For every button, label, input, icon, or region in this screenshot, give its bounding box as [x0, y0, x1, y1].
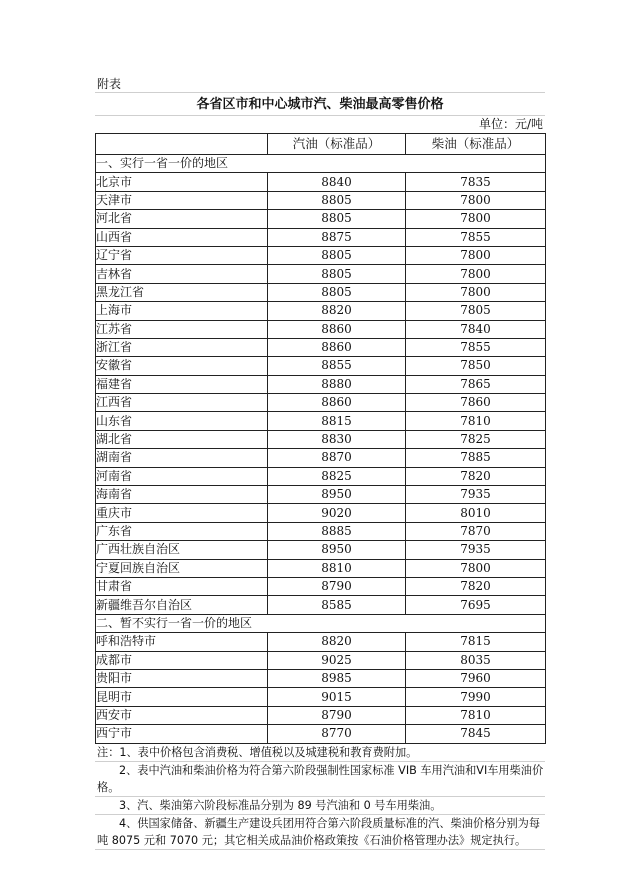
region-name-cell: 重庆市: [96, 504, 268, 522]
table-row: [96, 191, 546, 209]
gasoline-price-cell: 8790: [268, 706, 406, 724]
page-title: 各省区市和中心城市汽、柴油最高零售价格: [95, 93, 545, 116]
gasoline-price-cell: 8950: [268, 541, 406, 559]
gasoline-price-cell: 8820: [268, 633, 406, 651]
table-row: [96, 430, 546, 448]
region-name-cell: 成都市: [96, 651, 268, 669]
section-heading-row: [96, 155, 546, 173]
region-name-cell: 广东省: [96, 522, 268, 540]
diesel-price-cell: 7810: [406, 706, 546, 724]
diesel-price-cell: 7820: [406, 577, 546, 595]
table-row: [96, 633, 546, 651]
unit-label: 单位：元/吨: [478, 117, 543, 131]
gasoline-price-cell: 8860: [268, 394, 406, 412]
diesel-price-cell: 7935: [406, 486, 546, 504]
diesel-price-cell: 7850: [406, 357, 546, 375]
note-1: 注：1、表中价格包含消费税、增值税以及城建税和教育费附加。: [95, 744, 545, 762]
gasoline-price-cell: 8875: [268, 228, 406, 246]
gasoline-price-cell: 8830: [268, 430, 406, 448]
diesel-price-cell: 7885: [406, 449, 546, 467]
diesel-price-cell: 7870: [406, 522, 546, 540]
section-heading: 二、暂不实行一省一价的地区: [96, 614, 546, 632]
gasoline-price-cell: 9025: [268, 651, 406, 669]
table-row: [96, 725, 546, 743]
table-row: [96, 522, 546, 540]
gasoline-price-cell: 8860: [268, 320, 406, 338]
region-name-cell: 宁夏回族自治区: [96, 559, 268, 577]
diesel-price-cell: 7815: [406, 633, 546, 651]
section-heading-row: [96, 614, 546, 632]
diesel-price-cell: 7855: [406, 338, 546, 356]
diesel-price-cell: 7800: [406, 283, 546, 301]
table-row: [96, 541, 546, 559]
gasoline-price-cell: 8885: [268, 522, 406, 540]
region-name-cell: 呼和浩特市: [96, 633, 268, 651]
diesel-price-cell: 7855: [406, 228, 546, 246]
table-row: [96, 302, 546, 320]
gasoline-price-cell: 8815: [268, 412, 406, 430]
gasoline-price-cell: 8770: [268, 725, 406, 743]
gasoline-price-cell: 8825: [268, 467, 406, 485]
gasoline-price-cell: 9015: [268, 688, 406, 706]
diesel-price-cell: 7960: [406, 669, 546, 687]
region-name-cell: 西宁市: [96, 725, 268, 743]
region-name-cell: 北京市: [96, 173, 268, 191]
diesel-price-cell: 7800: [406, 265, 546, 283]
header-diesel: 柴油（标准品）: [406, 134, 546, 155]
gasoline-price-cell: 8870: [268, 449, 406, 467]
diesel-price-cell: 7800: [406, 210, 546, 228]
gasoline-price-cell: 8805: [268, 265, 406, 283]
table-row: [96, 486, 546, 504]
table-row: [96, 228, 546, 246]
table-body: [96, 155, 546, 744]
notes-block: [95, 744, 545, 850]
gasoline-price-cell: 9020: [268, 504, 406, 522]
region-name-cell: 西安市: [96, 706, 268, 724]
diesel-price-cell: 7825: [406, 430, 546, 448]
diesel-price-cell: 7865: [406, 375, 546, 393]
gasoline-price-cell: 8585: [268, 596, 406, 614]
diesel-price-cell: 8035: [406, 651, 546, 669]
section-heading: 一、实行一省一价的地区: [96, 155, 546, 173]
gasoline-price-cell: 8805: [268, 246, 406, 264]
region-name-cell: 山西省: [96, 228, 268, 246]
region-name-cell: 上海市: [96, 302, 268, 320]
region-name-cell: 浙江省: [96, 338, 268, 356]
gasoline-price-cell: 8805: [268, 283, 406, 301]
region-name-cell: 广西壮族自治区: [96, 541, 268, 559]
region-name-cell: 甘肃省: [96, 577, 268, 595]
region-name-cell: 新疆维吾尔自治区: [96, 596, 268, 614]
price-table: [95, 133, 546, 744]
table-row: [96, 210, 546, 228]
diesel-price-cell: 7835: [406, 173, 546, 191]
diesel-price-cell: 7805: [406, 302, 546, 320]
region-name-cell: 江苏省: [96, 320, 268, 338]
gasoline-price-cell: 8805: [268, 210, 406, 228]
annex-label: 附表: [95, 76, 545, 93]
diesel-price-cell: 7800: [406, 559, 546, 577]
table-row: [96, 265, 546, 283]
gasoline-price-cell: 8950: [268, 486, 406, 504]
price-sheet: [95, 76, 545, 850]
table-row: [96, 357, 546, 375]
table-row: [96, 577, 546, 595]
table-row: [96, 467, 546, 485]
diesel-price-cell: 7840: [406, 320, 546, 338]
note-4: 4、供国家储备、新疆生产建设兵团用符合第六阶段质量标准的汽、柴油价格分别为每吨 8075 元和 7070 元；其它相关成品油价格政策按《石油价格管理办法》规定执行。: [95, 815, 545, 850]
table-row: [96, 394, 546, 412]
table-row: [96, 596, 546, 614]
region-name-cell: 贵阳市: [96, 669, 268, 687]
region-name-cell: 昆明市: [96, 688, 268, 706]
region-name-cell: 江西省: [96, 394, 268, 412]
table-row: [96, 504, 546, 522]
note-2: 2、表中汽油和柴油价格为符合第六阶段强制性国家标准 VIB 车用汽油和VI车用柴油价格。: [95, 762, 545, 797]
diesel-price-cell: 7990: [406, 688, 546, 706]
table-row: [96, 412, 546, 430]
gasoline-price-cell: 8985: [268, 669, 406, 687]
region-name-cell: 天津市: [96, 191, 268, 209]
gasoline-price-cell: 8805: [268, 191, 406, 209]
table-row: [96, 375, 546, 393]
gasoline-price-cell: 8820: [268, 302, 406, 320]
table-row: [96, 173, 546, 191]
table-row: [96, 320, 546, 338]
region-name-cell: 黑龙江省: [96, 283, 268, 301]
header-region: [96, 134, 268, 155]
region-name-cell: 湖南省: [96, 449, 268, 467]
diesel-price-cell: 7810: [406, 412, 546, 430]
diesel-price-cell: 7845: [406, 725, 546, 743]
gasoline-price-cell: 8880: [268, 375, 406, 393]
region-name-cell: 海南省: [96, 486, 268, 504]
region-name-cell: 河南省: [96, 467, 268, 485]
table-row: [96, 688, 546, 706]
header-gasoline: 汽油（标准品）: [268, 134, 406, 155]
gasoline-price-cell: 8860: [268, 338, 406, 356]
table-row: [96, 669, 546, 687]
region-name-cell: 山东省: [96, 412, 268, 430]
region-name-cell: 吉林省: [96, 265, 268, 283]
table-row: [96, 651, 546, 669]
gasoline-price-cell: 8855: [268, 357, 406, 375]
table-row: [96, 559, 546, 577]
table-header-row: [96, 134, 546, 155]
table-row: [96, 706, 546, 724]
table-row: [96, 283, 546, 301]
region-name-cell: 湖北省: [96, 430, 268, 448]
note-3: 3、汽、柴油第六阶段标准品分别为 89 号汽油和 0 号车用柴油。: [95, 797, 545, 815]
region-name-cell: 辽宁省: [96, 246, 268, 264]
region-name-cell: 河北省: [96, 210, 268, 228]
diesel-price-cell: 7800: [406, 246, 546, 264]
diesel-price-cell: 7935: [406, 541, 546, 559]
table-row: [96, 449, 546, 467]
diesel-price-cell: 7860: [406, 394, 546, 412]
region-name-cell: 福建省: [96, 375, 268, 393]
table-row: [96, 246, 546, 264]
gasoline-price-cell: 8790: [268, 577, 406, 595]
diesel-price-cell: 7695: [406, 596, 546, 614]
region-name-cell: 安徽省: [96, 357, 268, 375]
diesel-price-cell: 7800: [406, 191, 546, 209]
table-row: [96, 338, 546, 356]
diesel-price-cell: 7820: [406, 467, 546, 485]
diesel-price-cell: 8010: [406, 504, 546, 522]
gasoline-price-cell: 8840: [268, 173, 406, 191]
gasoline-price-cell: 8810: [268, 559, 406, 577]
